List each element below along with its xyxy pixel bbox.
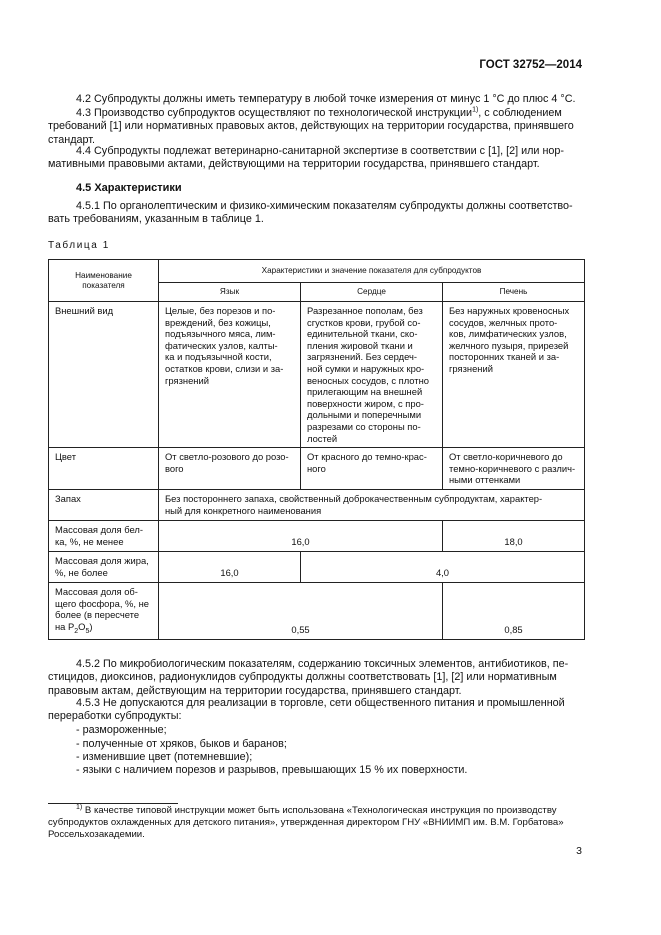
cell-liver: Без наружных кровеносных сосудов, желчных прото- ков, лимфатических узлов, желчного пузыря, прирезей посторонних тканей и за- грязнений [443,302,585,448]
footnote: $^{1)}$ В качестве типовой инструкции может быть использована «Технологическая инструкция по производству субпродуктов охлажденных для детского питания», утвержденная директором ГНУ «ВНИИМП им. В.М. Горбатова» Россельхозакадемии. [48,803,564,841]
header-heart: Сердце [301,283,443,302]
row-name: Цвет [49,448,159,490]
cell-tongue: От светло-розового до розо- вого [159,448,301,490]
cell-tongue-heart: 16,0 [159,520,443,551]
cell-tongue-heart: 0,55 [159,582,443,639]
row-name: Массовая доля бел- ка, %, не менее [49,520,159,551]
row-name: Внешний вид [49,302,159,448]
row-name: Запах [49,489,159,520]
cell-liver: 18,0 [443,520,585,551]
table-row [49,520,585,551]
cell-liver: От светло-коричневого до темно-коричневого с различ- ными оттенками [443,448,585,490]
header-group: Характеристики и значение показателя для субпродуктов [159,260,585,283]
header-liver: Печень [443,283,585,302]
standard-code: ГОСТ 32752—2014 [479,59,582,71]
cell-heart: От красного до темно-крас- ного [301,448,443,490]
section-title: 4.5 Характеристики [76,182,182,194]
paragraph-4-2: 4.2 Субпродукты должны иметь температуру в любой точке измерения от минус 1 °С до плюс 4 °С. [76,93,576,105]
header-tongue: Язык [159,283,301,302]
list-item: - полученные от хряков, быков и баранов; [76,738,287,750]
table-row [49,551,585,582]
footnote-marker: 1) [76,803,83,811]
header-indicator-name: Наименование показателя [49,260,159,302]
characteristics-table [48,259,585,640]
table-row [49,489,585,520]
cell-liver: 0,85 [443,582,585,639]
table-row [49,448,585,490]
paragraph-4-5-2: 4.5.2 По микробиологическим показателям, содержанию токсичных элементов, антибиотиков, пе- стицидов, диоксинов, радионуклидов субпродукты должны соответствовать [1], [2] или нормативным правовым актам, действующим на территории государства, принявшего стандарт. [48,658,569,697]
cell-heart: Разрезанное пополам, без сгустков крови, грубой со- единительной ткани, ско- пления жировой ткани и загрязнений. Без сердеч- ной сумки и наружных кро- веносных сосудов, с плотно прилегающим на внешней поверхности жиром, с про- дольными и поперечными разрезами со стороны по- лостей [301,302,443,448]
cell-tongue: Целые, без порезов и по- вреждений, без кожицы, подъязычного мяса, лим- фатических узлов, калты- ка и подъязычной кости, остатков крови, слизи и за- грязнений [159,302,301,448]
paragraph-4-4: 4.4 Субпродукты подлежат ветеринарно-санитарной экспертизе в соответствии с [1], [2] или нор- мативными правовыми актами, действующими на территории государства, принявшего стандарт. [48,145,565,171]
paragraph-4-5-1: 4.5.1 По органолептическим и физико-химическим показателям субпродукты должны соответство- вать требованиям, указанным в таблице 1. [48,200,573,226]
table-row [49,302,585,448]
table-row [49,582,585,639]
row-name: Массовая доля об- щего фосфора, %, не более (в пересчете на $P_2O_5$) [49,582,159,639]
cell-heart-liver: 4,0 [301,551,585,582]
cell-smell: Без постороннего запаха, свойственный доброкачественным субпродуктам, характер- ный для конкретного наименования [159,489,585,520]
paragraph-4-3: 4.3 Производство субпродуктов осуществляют по технологической инструкции$^{1)}$, с соблюдением требований [1] или нормативных правовых актов, действующих на территории государства, принявшего стандарт. [48,106,574,146]
footnote-ref: 1) [472,106,479,114]
list-item: - языки с наличием порезов и разрывов, превышающих 15 % их поверхности. [76,764,468,776]
cell-tongue: 16,0 [159,551,301,582]
paragraph-4-5-3: 4.5.3 Не допускаются для реализации в торговле, сети общественного питания и промышленной переработки субпродукты: [48,697,565,723]
list-item: - размороженные; [76,724,167,736]
footnote-divider [48,803,178,804]
table-header-row [49,260,585,283]
page-number: 3 [576,845,582,857]
row-name: Массовая доля жира, %, не более [49,551,159,582]
table-caption: Таблица 1 [48,240,110,251]
list-item: - изменившие цвет (потемневшие); [76,751,253,763]
